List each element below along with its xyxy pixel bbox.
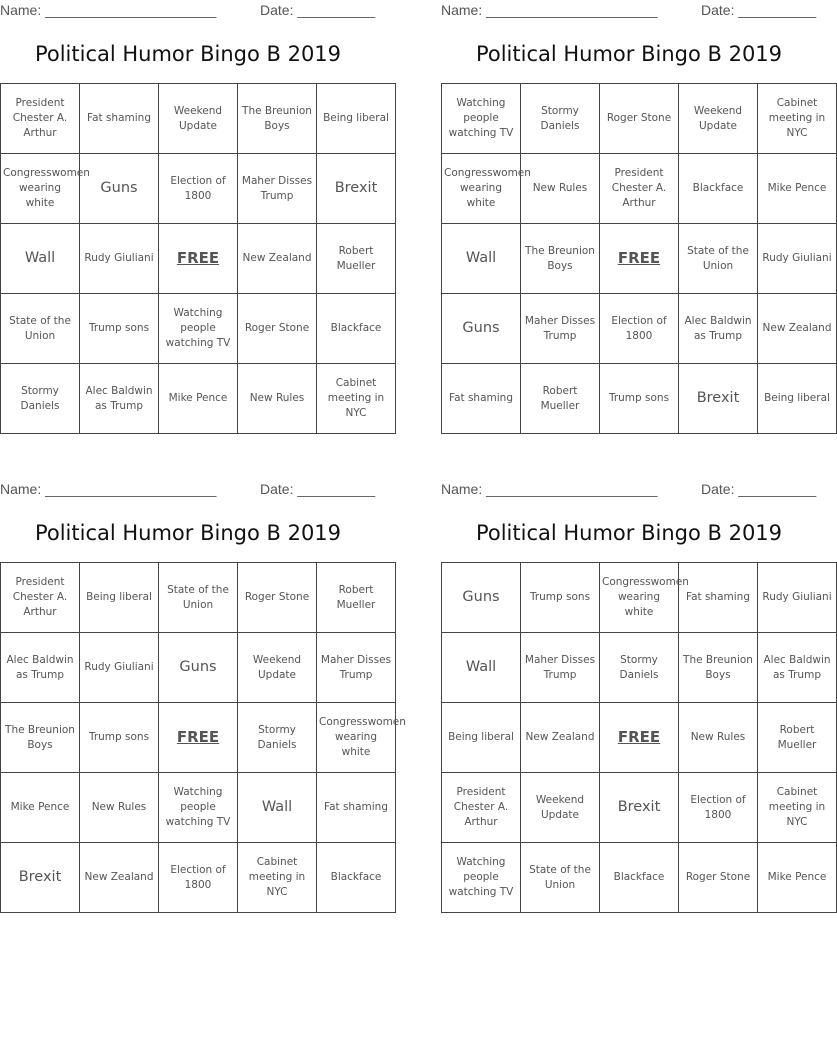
bingo-card-4 <box>441 479 832 919</box>
bingo-cell: Robert Mueller <box>317 224 396 294</box>
bingo-cell: Brexit <box>600 773 679 843</box>
bingo-cell: Brexit <box>679 364 758 434</box>
bingo-row <box>442 773 837 843</box>
bingo-cell: Rudy Giuliani <box>758 563 837 633</box>
bingo-cell: Mike Pence <box>758 154 837 224</box>
card-title: Political Humor Bingo B 2019 <box>34 521 342 545</box>
card-title: Political Humor Bingo B 2019 <box>34 42 342 66</box>
date-field-label: Date: __________ <box>701 481 817 497</box>
bingo-cell: Mike Pence <box>159 364 238 434</box>
bingo-cell: Blackface <box>317 843 396 913</box>
bingo-cell: New Zealand <box>521 703 600 773</box>
bingo-cell: Being liberal <box>442 703 521 773</box>
bingo-cell: New Zealand <box>238 224 317 294</box>
bingo-cell: Being liberal <box>758 364 837 434</box>
bingo-row <box>442 563 837 633</box>
bingo-grid <box>441 83 837 434</box>
bingo-cell: Weekend Update <box>238 633 317 703</box>
name-field-label: Name: ______________________ <box>441 481 658 497</box>
bingo-cell: Guns <box>442 294 521 364</box>
bingo-row <box>1 154 396 224</box>
bingo-grid <box>0 562 406 913</box>
bingo-cell: State of the Union <box>521 843 600 913</box>
bingo-cell: The Breunion Boys <box>1 703 80 773</box>
bingo-cell: Watching people watching TV <box>442 84 521 154</box>
bingo-cell: Weekend Update <box>521 773 600 843</box>
bingo-row <box>1 294 396 364</box>
name-field-label: Name: ______________________ <box>0 481 217 497</box>
bingo-cell: New Rules <box>679 703 758 773</box>
bingo-cell: Being liberal <box>317 84 396 154</box>
bingo-cell: President Chester A. Arthur <box>600 154 679 224</box>
name-field-label: Name: ______________________ <box>441 2 658 18</box>
card-title: Political Humor Bingo B 2019 <box>475 42 783 66</box>
bingo-cell: President Chester A. Arthur <box>1 563 80 633</box>
bingo-card-1 <box>0 0 389 440</box>
bingo-cell: Blackface <box>600 843 679 913</box>
date-field-label: Date: __________ <box>260 481 376 497</box>
bingo-cell: Rudy Giuliani <box>80 224 159 294</box>
bingo-cell: Alec Baldwin as Trump <box>1 633 80 703</box>
free-space-cell: FREE <box>600 703 679 773</box>
bingo-row <box>1 563 396 633</box>
name-date-line <box>0 481 376 499</box>
bingo-cell: Election of 1800 <box>159 154 238 224</box>
bingo-cell: Congresswomen wearing white <box>317 703 396 773</box>
bingo-cell: Wall <box>1 224 80 294</box>
bingo-cell: New Rules <box>521 154 600 224</box>
bingo-cell: Wall <box>238 773 317 843</box>
bingo-cell: Congresswomen wearing white <box>442 154 521 224</box>
bingo-cell: Guns <box>80 154 159 224</box>
bingo-cell: Fat shaming <box>442 364 521 434</box>
bingo-row <box>442 633 837 703</box>
bingo-cell: Cabinet meeting in NYC <box>317 364 396 434</box>
bingo-cell: Roger Stone <box>238 563 317 633</box>
bingo-cell: Fat shaming <box>80 84 159 154</box>
date-field-label: Date: __________ <box>701 2 817 18</box>
bingo-cell: Guns <box>159 633 238 703</box>
name-date-line <box>0 2 376 20</box>
bingo-cell: Stormy Daniels <box>521 84 600 154</box>
bingo-cell: Alec Baldwin as Trump <box>758 633 837 703</box>
bingo-row <box>1 633 396 703</box>
card-title: Political Humor Bingo B 2019 <box>475 521 783 545</box>
bingo-cell: Wall <box>442 224 521 294</box>
bingo-cell: Alec Baldwin as Trump <box>679 294 758 364</box>
free-space-cell: FREE <box>159 224 238 294</box>
bingo-cell: The Breunion Boys <box>679 633 758 703</box>
bingo-cell: Maher Disses Trump <box>317 633 396 703</box>
name-date-line <box>441 481 817 499</box>
name-field-label: Name: ______________________ <box>0 2 217 18</box>
bingo-cell: Rudy Giuliani <box>80 633 159 703</box>
bingo-cell: Cabinet meeting in NYC <box>758 84 837 154</box>
bingo-row <box>1 84 396 154</box>
bingo-card-3 <box>0 479 406 919</box>
bingo-cell: Weekend Update <box>679 84 758 154</box>
bingo-cell: Watching people watching TV <box>159 294 238 364</box>
bingo-cell: State of the Union <box>159 563 238 633</box>
bingo-cell: The Breunion Boys <box>521 224 600 294</box>
bingo-cell: Robert Mueller <box>758 703 837 773</box>
bingo-cell: Mike Pence <box>1 773 80 843</box>
bingo-cell: Watching people watching TV <box>159 773 238 843</box>
bingo-cell: Roger Stone <box>238 294 317 364</box>
bingo-cell: Stormy Daniels <box>1 364 80 434</box>
bingo-cell: State of the Union <box>679 224 758 294</box>
bingo-cell: Maher Disses Trump <box>521 633 600 703</box>
bingo-grid <box>441 562 837 913</box>
bingo-cell: Robert Mueller <box>317 563 396 633</box>
bingo-cell: Stormy Daniels <box>600 633 679 703</box>
bingo-row <box>442 84 837 154</box>
free-space-cell: FREE <box>159 703 238 773</box>
bingo-row <box>1 703 396 773</box>
bingo-cell: Guns <box>442 563 521 633</box>
bingo-row <box>442 843 837 913</box>
bingo-cell: Wall <box>442 633 521 703</box>
bingo-cell: Blackface <box>679 154 758 224</box>
bingo-cell: Fat shaming <box>679 563 758 633</box>
bingo-cell: New Rules <box>238 364 317 434</box>
bingo-cell: Cabinet meeting in NYC <box>238 843 317 913</box>
bingo-cell: Trump sons <box>80 294 159 364</box>
bingo-row <box>442 294 837 364</box>
bingo-cell: New Zealand <box>758 294 837 364</box>
bingo-cell: Brexit <box>317 154 396 224</box>
bingo-cell: Robert Mueller <box>521 364 600 434</box>
date-field-label: Date: __________ <box>260 2 376 18</box>
bingo-row <box>442 703 837 773</box>
bingo-cell: Rudy Giuliani <box>758 224 837 294</box>
bingo-row <box>442 154 837 224</box>
bingo-cell: Mike Pence <box>758 843 837 913</box>
bingo-cell: Blackface <box>317 294 396 364</box>
bingo-cell: State of the Union <box>1 294 80 364</box>
name-date-line <box>441 2 817 20</box>
bingo-cell: Trump sons <box>600 364 679 434</box>
bingo-cell: Fat shaming <box>317 773 396 843</box>
bingo-cell: Maher Disses Trump <box>238 154 317 224</box>
bingo-cell: Brexit <box>1 843 80 913</box>
bingo-cell: President Chester A. Arthur <box>1 84 80 154</box>
bingo-cell: Alec Baldwin as Trump <box>80 364 159 434</box>
bingo-grid <box>0 83 396 434</box>
bingo-cell: Watching people watching TV <box>442 843 521 913</box>
bingo-cell: Election of 1800 <box>679 773 758 843</box>
bingo-cell: Trump sons <box>80 703 159 773</box>
bingo-cell: New Zealand <box>80 843 159 913</box>
bingo-row <box>1 364 396 434</box>
bingo-cell: Stormy Daniels <box>238 703 317 773</box>
bingo-cell: Maher Disses Trump <box>521 294 600 364</box>
bingo-cell: Election of 1800 <box>600 294 679 364</box>
bingo-cell: Election of 1800 <box>159 843 238 913</box>
free-space-cell: FREE <box>600 224 679 294</box>
bingo-cell: Roger Stone <box>679 843 758 913</box>
bingo-row <box>442 364 837 434</box>
bingo-cell: Trump sons <box>521 563 600 633</box>
bingo-cell: President Chester A. Arthur <box>442 773 521 843</box>
bingo-cell: Weekend Update <box>159 84 238 154</box>
bingo-row <box>1 773 396 843</box>
bingo-card-2 <box>441 0 832 440</box>
bingo-row <box>442 224 837 294</box>
bingo-cell: New Rules <box>80 773 159 843</box>
bingo-cell: Being liberal <box>80 563 159 633</box>
bingo-row <box>1 224 396 294</box>
bingo-cell: Congresswomen wearing white <box>1 154 80 224</box>
bingo-cell: Cabinet meeting in NYC <box>758 773 837 843</box>
bingo-cell: Congresswomen wearing white <box>600 563 679 633</box>
bingo-cell: The Breunion Boys <box>238 84 317 154</box>
bingo-cell: Roger Stone <box>600 84 679 154</box>
bingo-row <box>1 843 396 913</box>
